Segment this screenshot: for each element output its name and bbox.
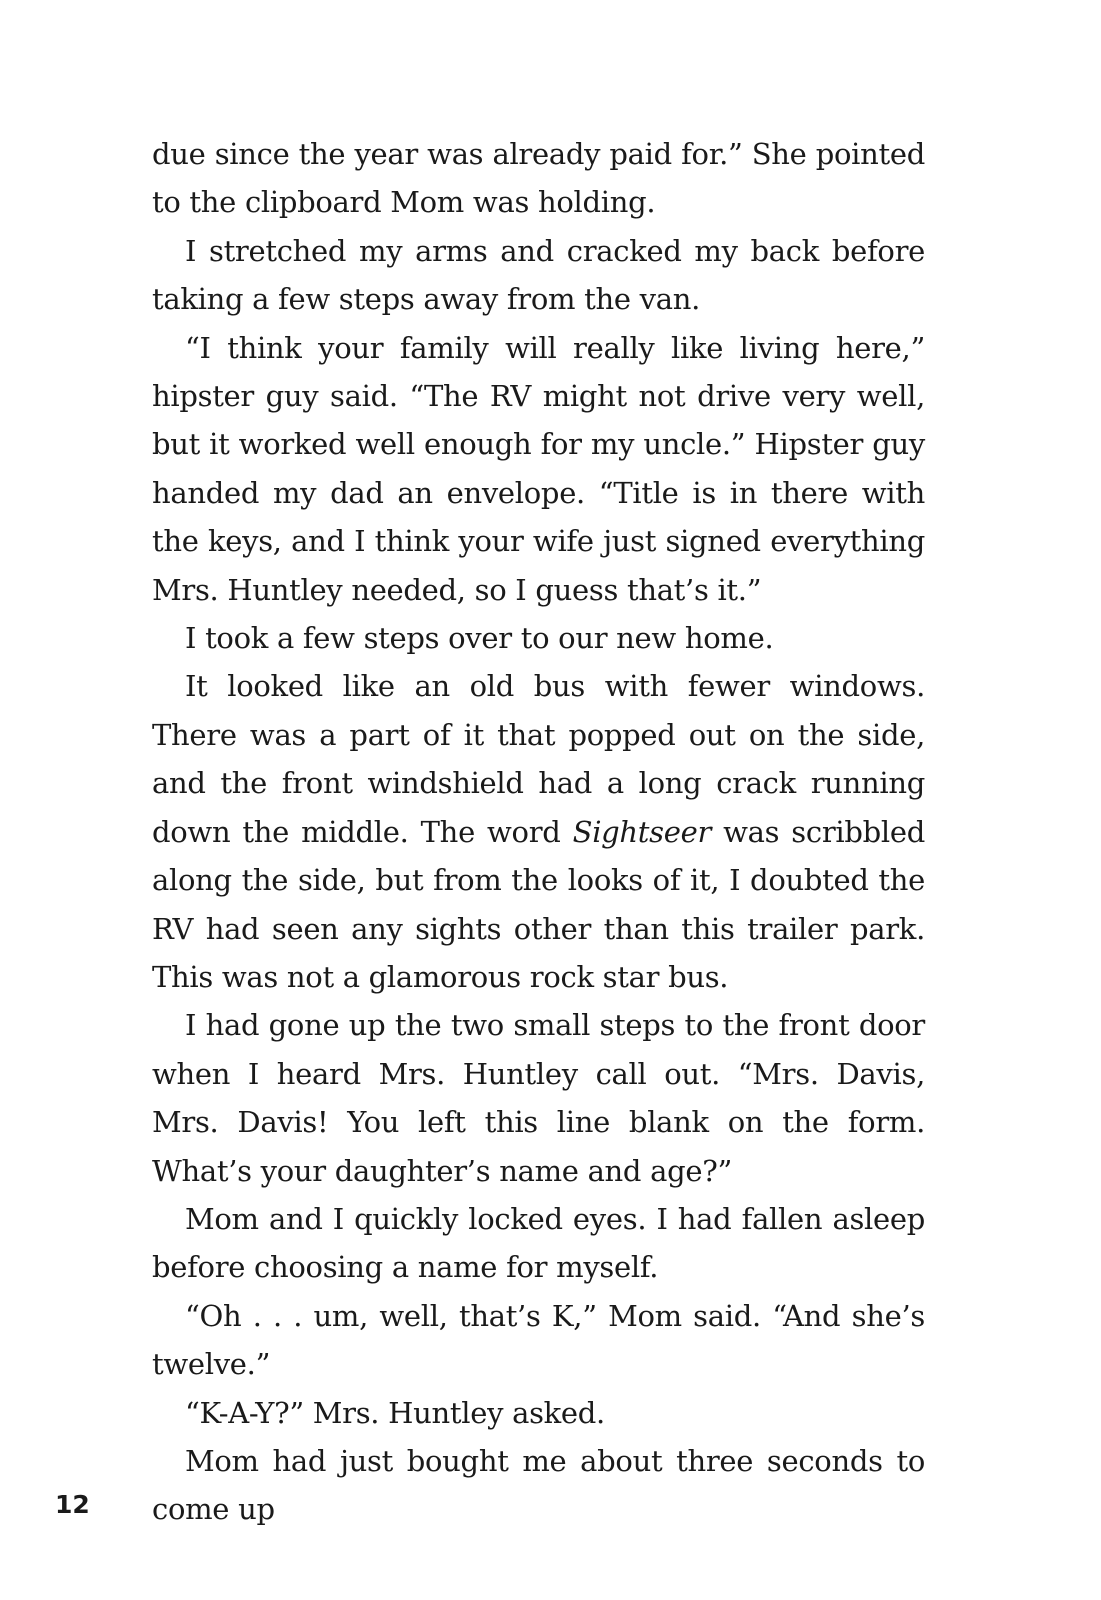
paragraph-7: Mom and I quickly locked eyes. I had fallen asleep before choosing a name for myself. xyxy=(152,1201,925,1285)
paragraph-5-after: was scribbled along the side, but from the looks of it, I doubted the RV had seen any sights other than this trailer park. This was not a glamorous rock star bus. xyxy=(152,814,925,994)
paragraph-5 xyxy=(152,662,925,1001)
body-text xyxy=(152,130,925,1534)
paragraph-8: “Oh . . . um, well, that’s K,” Mom said. “And she’s twelve.” xyxy=(152,1298,925,1382)
paragraph-6: I had gone up the two small steps to the front door when I heard Mrs. Huntley call out. “Mrs. Davis, Mrs. Davis! You left this line blank on the form. What’s your daughter’s name and age?” xyxy=(152,1008,925,1188)
paragraph-4: I took a few steps over to our new home. xyxy=(185,621,774,656)
page-number: 12 xyxy=(55,1490,90,1519)
paragraph-2: I stretched my arms and cracked my back before taking a few steps away from the van. xyxy=(152,233,925,317)
paragraph-1: due since the year was already paid for.” She pointed to the clipboard Mom was holding. xyxy=(152,137,925,220)
paragraph-9: “K-A-Y?” Mrs. Huntley asked. xyxy=(185,1395,605,1430)
paragraph-3: “I think your family will really like living here,” hipster guy said. “The RV might not drive very well, but it worked well enough for my uncle.” Hipster guy handed my dad an envelope. “Title is in there with the keys, and I think your wife just signed everything Mrs. Huntley needed, so I guess that’s it.” xyxy=(152,330,925,607)
paragraph-5-before: It looked like an old bus with fewer windows. There was a part of it that popped out on the side, and the front windshield had a long crack running down the middle. The word xyxy=(152,669,925,849)
italic-word-sightseer: Sightseer xyxy=(572,814,712,849)
paragraph-10: Mom had just bought me about three seconds to come up xyxy=(152,1443,925,1527)
